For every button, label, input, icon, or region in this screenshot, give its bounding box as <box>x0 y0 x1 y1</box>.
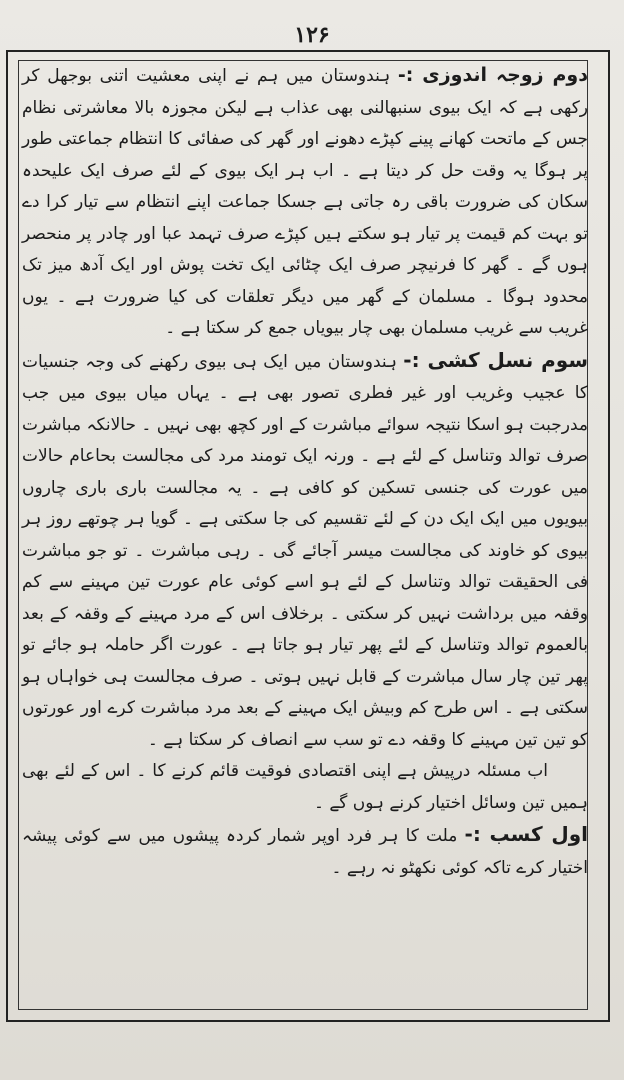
section-body: ملت کا ہر فرد اوپر شمار کردہ پیشوں میں سے کوئی پیشہ اختیار کرے تاکہ کوئی نکھٹو نہ رہے ۔ <box>22 826 588 878</box>
section-body: ہندوستان میں ایک ہی بیوی رکھنے کی وجہ جنسیات کا عجیب وغریب اور غیر فطری تصور بھی ہے ۔ یہاں میاں بیوی میں جب مدرجبت ہو اسکا نتیجہ سوائے مباشرت کے اور کچھ بھی نہیں ۔ حالانکہ مباشرت صرف توالد وتناسل کے لئے ہے ۔ ورنہ ایک تومند مرد کی مجالست بحاعام حالات میں عورت کی جنسی تسکین کو کافی ہے ۔ یہ مجالست باری باری چاروں بیویوں میں ایک ایک دن کے لئے تقسیم کی جا سکتی ہے ۔ گویا ہر چوتھے روز ہر بیوی کو خاوند کی مجالست میسر آجائے گی ۔ رہی مباشرت ۔ تو جو مباشرت فی الحقیقت توالد وتناسل کے لئے ہو اسے کوئی عام عورت تین مہینے سے کم وقفہ میں برداشت نہیں کر سکتی ۔ برخلاف اس کے مرد مہینے کے وقفہ کے بعد بالعموم توالد وتناسل کے لئے پھر تیار ہو جاتا ہے ۔ عورت اگر حاملہ ہو جائے تو پھر تین چار سال مباشرت کے قابل نہیں ہوتی ۔ صرف مجالست ہی خواہاں ہو سکتی ہے ۔ اس طرح کم وبیش ایک مہینے کے بعد مرد مباشرت کرے اور عورتوں کو تین تین مہینے کا وقفہ دے تو سب سے انصاف کر سکتا ہے ۔ <box>22 351 588 750</box>
section-heading: سوم نسل کشی :- <box>403 347 588 372</box>
section-nasl-kashi <box>22 345 588 757</box>
main-text <box>22 60 588 884</box>
section-body: ہندوستان میں ہم نے اپنی معشیت اتنی بوجھل کر رکھی ہے کہ ایک بیوی سنبھالنی بھی عذاب ہے لیکن مجوزہ بالا معاشرتی نظام جس کے ماتحت کھانے پینے کپڑے دھونے اور گھر کی صفائی کا انتظام جماعتی طور پر ہوگا یہ وقت حل کر دیتا ہے ۔ اب ہر ایک بیوی کے لئے صرف ایک علیحدہ سکان کی ضرورت باقی رہ جاتی ہے جسکا جماعت اپنے انتظام سے تیار کرا دے تو بہت کم قیمت پر تیار ہو سکتے ہیں کپڑے صرف تہمد عبا اور چادر پر منحصر ہوں گے ۔ گھر کا فرنیچر صرف ایک چٹائی ایک تخت پوش اور ایک آدھ میز تک محدود ہوگا ۔ مسلمان کے گھر میں دیگر تعلقات کی کیا ضرورت ہے ۔ یوں غریب سے غریب مسلمان بھی چار بیویاں جمع کر سکتا ہے ۔ <box>22 66 588 338</box>
section-heading: اول کسب :- <box>464 822 588 846</box>
section-heading: دوم زوجہ اندوزی :- <box>397 64 588 86</box>
page-number: ۱۲۶ <box>294 22 330 48</box>
section-iqtisadi <box>22 756 588 819</box>
section-zawja-andozi <box>22 60 588 345</box>
section-body: اب مسئلہ درپیش ہے اپنی اقتصادی فوقیت قائم کرنے کا ۔ اس کے لئے بھی ہمیں تین وسائل اختیار کرنے ہوں گے ۔ <box>22 761 588 813</box>
section-kasb <box>22 819 588 884</box>
